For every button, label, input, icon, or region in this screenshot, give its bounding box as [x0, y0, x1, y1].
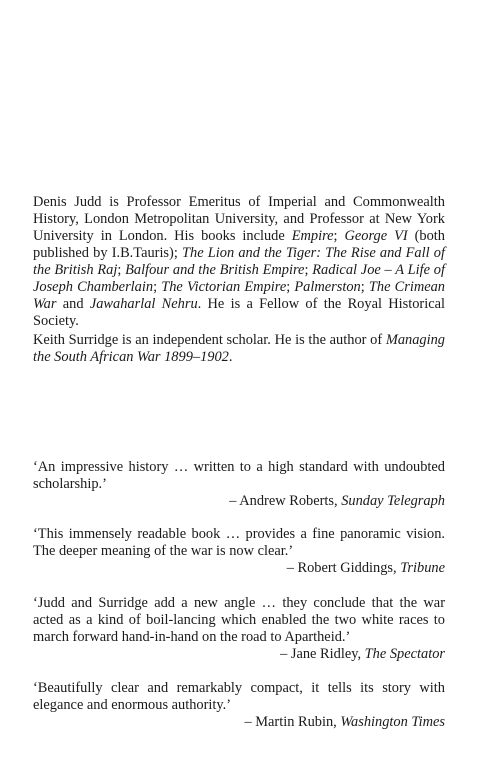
review-attribution — [33, 560, 445, 577]
review-source: Washington Times — [340, 714, 445, 730]
author-bio-text — [33, 332, 445, 366]
review-quote: ‘An impressive history … written to a high standard with undoubted scholarship.’ — [33, 459, 445, 492]
bio-text-run: ; — [286, 279, 295, 295]
review-quote-block — [33, 526, 445, 577]
bio-text-run: Keith Surridge is an independent scholar. He is the author of — [33, 332, 386, 348]
review-quote: ‘Judd and Surridge add a new angle … they conclude that the war acted as a kind of boil-lancing which enabled the two white races to march forward hand-in-hand on the road to Apartheid.’ — [33, 595, 445, 645]
book-title: Managing the South African War 1899–1902 — [33, 332, 445, 365]
reviewer-name: – Jane Ridley, — [280, 646, 365, 662]
review-quote-block — [33, 680, 445, 731]
author-bio-text — [33, 194, 445, 330]
bio-text-run: . He is a Fellow of the Royal Historical Society. — [33, 296, 445, 329]
review-source: Sunday Telegraph — [341, 493, 445, 509]
review-source: Tribune — [400, 560, 445, 576]
reviewer-name: – Robert Giddings, — [286, 560, 401, 576]
book-title: Radical Joe – A Life of Joseph Chamberlain — [33, 262, 445, 295]
review-source: The Spectator — [364, 646, 445, 662]
review-quote-block — [33, 459, 445, 510]
reviewer-name: – Andrew Roberts, — [229, 493, 342, 509]
bio-text-run: and — [56, 296, 90, 312]
bio-text-run: . — [228, 349, 233, 365]
bio-text-run: ; — [153, 279, 162, 295]
review-quote: ‘Beautifully clear and remarkably compact, it tells its story with elegance and enormous authority.’ — [33, 680, 445, 713]
bio-text-run: (both published by I.B.Tauris); — [33, 228, 445, 261]
book-title: Balfour and the British Empire — [125, 262, 305, 278]
bio-text-run: ; — [333, 228, 345, 244]
review-attribution — [33, 646, 445, 663]
bio-text-run: ; — [117, 262, 126, 278]
book-title: Empire — [291, 228, 334, 244]
book-title: The Lion and the Tiger: The Rise and Fall of the British Raj — [33, 245, 445, 278]
book-title: George VI — [344, 228, 408, 244]
book-title: Jawaharlal Nehru — [89, 296, 198, 312]
review-quote-block — [33, 595, 445, 663]
book-title: Palmerston — [294, 279, 361, 295]
book-title: The Victorian Empire — [161, 279, 287, 295]
review-attribution — [33, 493, 445, 510]
bio-text-run: ; — [304, 262, 313, 278]
author-bio-keith-surridge — [33, 332, 445, 366]
review-quote: ‘This immensely readable book … provides a fine panoramic vision. The deeper meaning of the war is now clear.’ — [33, 526, 445, 559]
book-title: The Crimean War — [33, 279, 445, 312]
bio-text-run: Denis Judd is Professor Emeritus of Imperial and Commonwealth History, London Metropolitan University, and Professor at New York University in London. His books include — [33, 194, 445, 244]
author-bio-denis-judd — [33, 194, 445, 330]
bio-text-run: ; — [360, 279, 369, 295]
review-attribution — [33, 714, 445, 731]
reviewer-name: – Martin Rubin, — [244, 714, 341, 730]
